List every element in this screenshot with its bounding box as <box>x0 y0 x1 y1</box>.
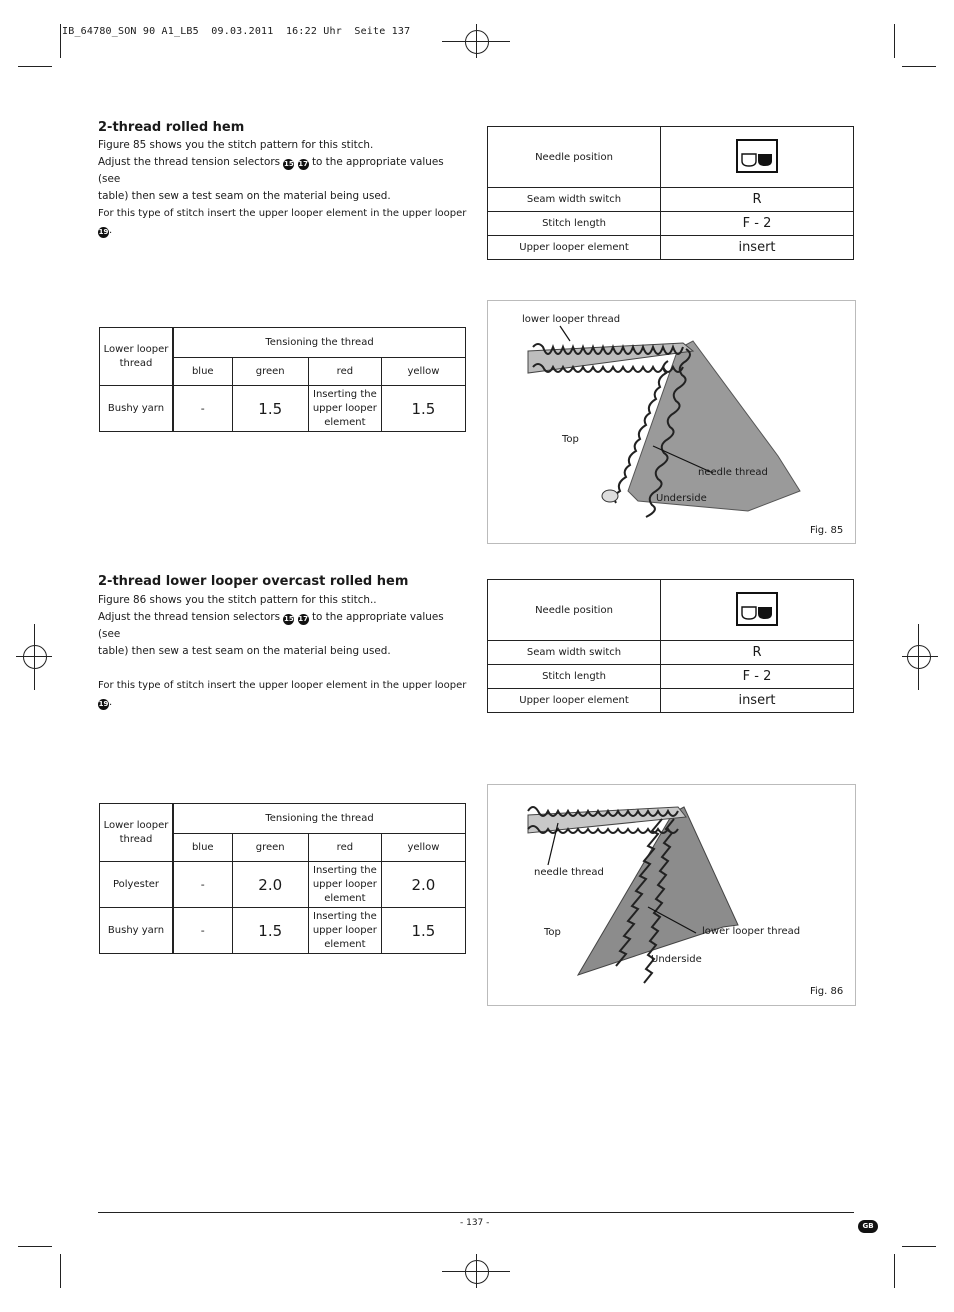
crop-mark <box>18 1246 52 1247</box>
stitch-illustration <box>488 785 855 1005</box>
needle-position-label: Needle position <box>488 580 661 641</box>
text-line: Figure 85 shows you the stitch pattern for this stitch. <box>98 139 374 151</box>
figure-86 <box>487 784 856 1006</box>
ref-marker: 19 <box>98 700 109 708</box>
section-text <box>98 592 468 711</box>
column-header: red <box>308 358 381 386</box>
stitch-length-value: F - 2 <box>661 212 854 236</box>
needle-position-icon <box>736 592 778 626</box>
ref-marker: 17 <box>298 615 309 623</box>
upper-looper-value: insert <box>661 689 854 713</box>
figure-label: lower looper thread <box>522 314 621 325</box>
column-header: green <box>232 834 308 862</box>
column-header: red <box>308 834 381 862</box>
column-header: yellow <box>381 834 465 862</box>
tension-table <box>99 327 466 432</box>
crop-mark <box>902 656 938 657</box>
value-cell: Inserting the upper looper element <box>308 908 381 954</box>
print-header: IB_64780_SON 90 A1_LB5 09.03.2011 16:22 Uhr Seite 137 <box>62 26 411 37</box>
column-header: yellow <box>381 358 465 386</box>
section-text <box>98 137 468 239</box>
figure-label: Underside <box>656 493 707 504</box>
group-header-cell: Tensioning the thread <box>173 804 466 834</box>
text-line: Figure 86 shows you the stitch pattern for this stitch.. <box>98 594 377 606</box>
table-row <box>100 862 466 908</box>
crop-mark <box>918 624 919 690</box>
figure-label: needle thread <box>698 467 768 478</box>
section-title: 2-thread lower looper overcast rolled hem <box>98 574 409 589</box>
column-header: blue <box>173 358 232 386</box>
page-number: - 137 - <box>460 1218 490 1228</box>
group-header-cell: Tensioning the thread <box>173 328 466 358</box>
crop-mark <box>894 24 895 58</box>
figure-caption: Fig. 86 <box>810 986 844 997</box>
crop-mark <box>60 1254 61 1288</box>
ref-marker: 17 <box>298 160 309 168</box>
tension-table <box>99 803 466 954</box>
value-cell: 2.0 <box>381 862 465 908</box>
value-cell: 1.5 <box>232 908 308 954</box>
needle-position-value <box>661 127 854 188</box>
value-cell: - <box>173 862 232 908</box>
table-row <box>100 908 466 954</box>
figure-label: Top <box>544 927 561 938</box>
column-header: green <box>232 358 308 386</box>
stitch-length-label: Stitch length <box>488 212 661 236</box>
figure-caption: Fig. 85 <box>810 525 844 536</box>
table-row <box>100 386 466 432</box>
thread-cell: Polyester <box>100 862 174 908</box>
text-line: For this type of stitch insert the upper looper element in the upper looper 19. <box>98 680 467 708</box>
figure-label: lower looper thread <box>702 926 801 937</box>
seam-width-label: Seam width switch <box>488 188 661 212</box>
registration-mark <box>465 1260 489 1284</box>
text-line: For this type of stitch insert the upper looper element in the upper looper 19. <box>98 208 467 236</box>
crop-mark <box>476 24 477 58</box>
value-cell: Inserting the upper looper element <box>308 386 381 432</box>
crop-mark <box>902 66 936 67</box>
upper-looper-label: Upper looper element <box>488 689 661 713</box>
section-title: 2-thread rolled hem <box>98 120 245 135</box>
value-cell: Inserting the upper looper element <box>308 862 381 908</box>
value-cell: 1.5 <box>381 386 465 432</box>
figure-85 <box>487 300 856 544</box>
registration-mark <box>23 645 47 669</box>
value-cell: 1.5 <box>381 908 465 954</box>
value-cell: 1.5 <box>232 386 308 432</box>
settings-table <box>487 126 854 260</box>
upper-looper-label: Upper looper element <box>488 236 661 260</box>
text-line: Adjust the thread tension selectors 15 17 to the appropriate values (see <box>98 156 444 185</box>
value-cell: - <box>173 908 232 954</box>
crop-mark <box>18 66 52 67</box>
footer-rule <box>98 1212 854 1213</box>
text-line: table) then sew a test seam on the material being used. <box>98 645 391 657</box>
needle-position-label: Needle position <box>488 127 661 188</box>
crop-mark <box>60 24 61 58</box>
upper-looper-value: insert <box>661 236 854 260</box>
seam-width-value: R <box>661 188 854 212</box>
needle-position-icon <box>736 139 778 173</box>
seam-width-value: R <box>661 641 854 665</box>
crop-mark <box>476 1254 477 1288</box>
needle-position-value <box>661 580 854 641</box>
row-header-cell: Lower looper thread <box>100 328 174 386</box>
column-header: blue <box>173 834 232 862</box>
crop-mark <box>894 1254 895 1288</box>
language-badge: GB <box>858 1220 878 1233</box>
stitch-length-value: F - 2 <box>661 665 854 689</box>
ref-marker: 19 <box>98 228 109 236</box>
crop-mark <box>34 624 35 690</box>
text-line: Adjust the thread tension selectors 15 17 to the appropriate values (see <box>98 611 444 640</box>
row-header-cell: Lower looper thread <box>100 804 174 862</box>
stitch-illustration <box>488 301 855 543</box>
value-cell: - <box>173 386 232 432</box>
seam-width-label: Seam width switch <box>488 641 661 665</box>
thread-cell: Bushy yarn <box>100 386 174 432</box>
stitch-length-label: Stitch length <box>488 665 661 689</box>
ref-marker: 15 <box>283 160 294 168</box>
figure-label: Underside <box>651 954 702 965</box>
settings-table <box>487 579 854 713</box>
text-line: table) then sew a test seam on the material being used. <box>98 190 391 202</box>
figure-label: Top <box>562 434 579 445</box>
registration-mark <box>907 645 931 669</box>
figure-label: needle thread <box>534 867 604 878</box>
value-cell: 2.0 <box>232 862 308 908</box>
registration-mark <box>465 30 489 54</box>
crop-mark <box>902 1246 936 1247</box>
ref-marker: 15 <box>283 615 294 623</box>
thread-cell: Bushy yarn <box>100 908 174 954</box>
